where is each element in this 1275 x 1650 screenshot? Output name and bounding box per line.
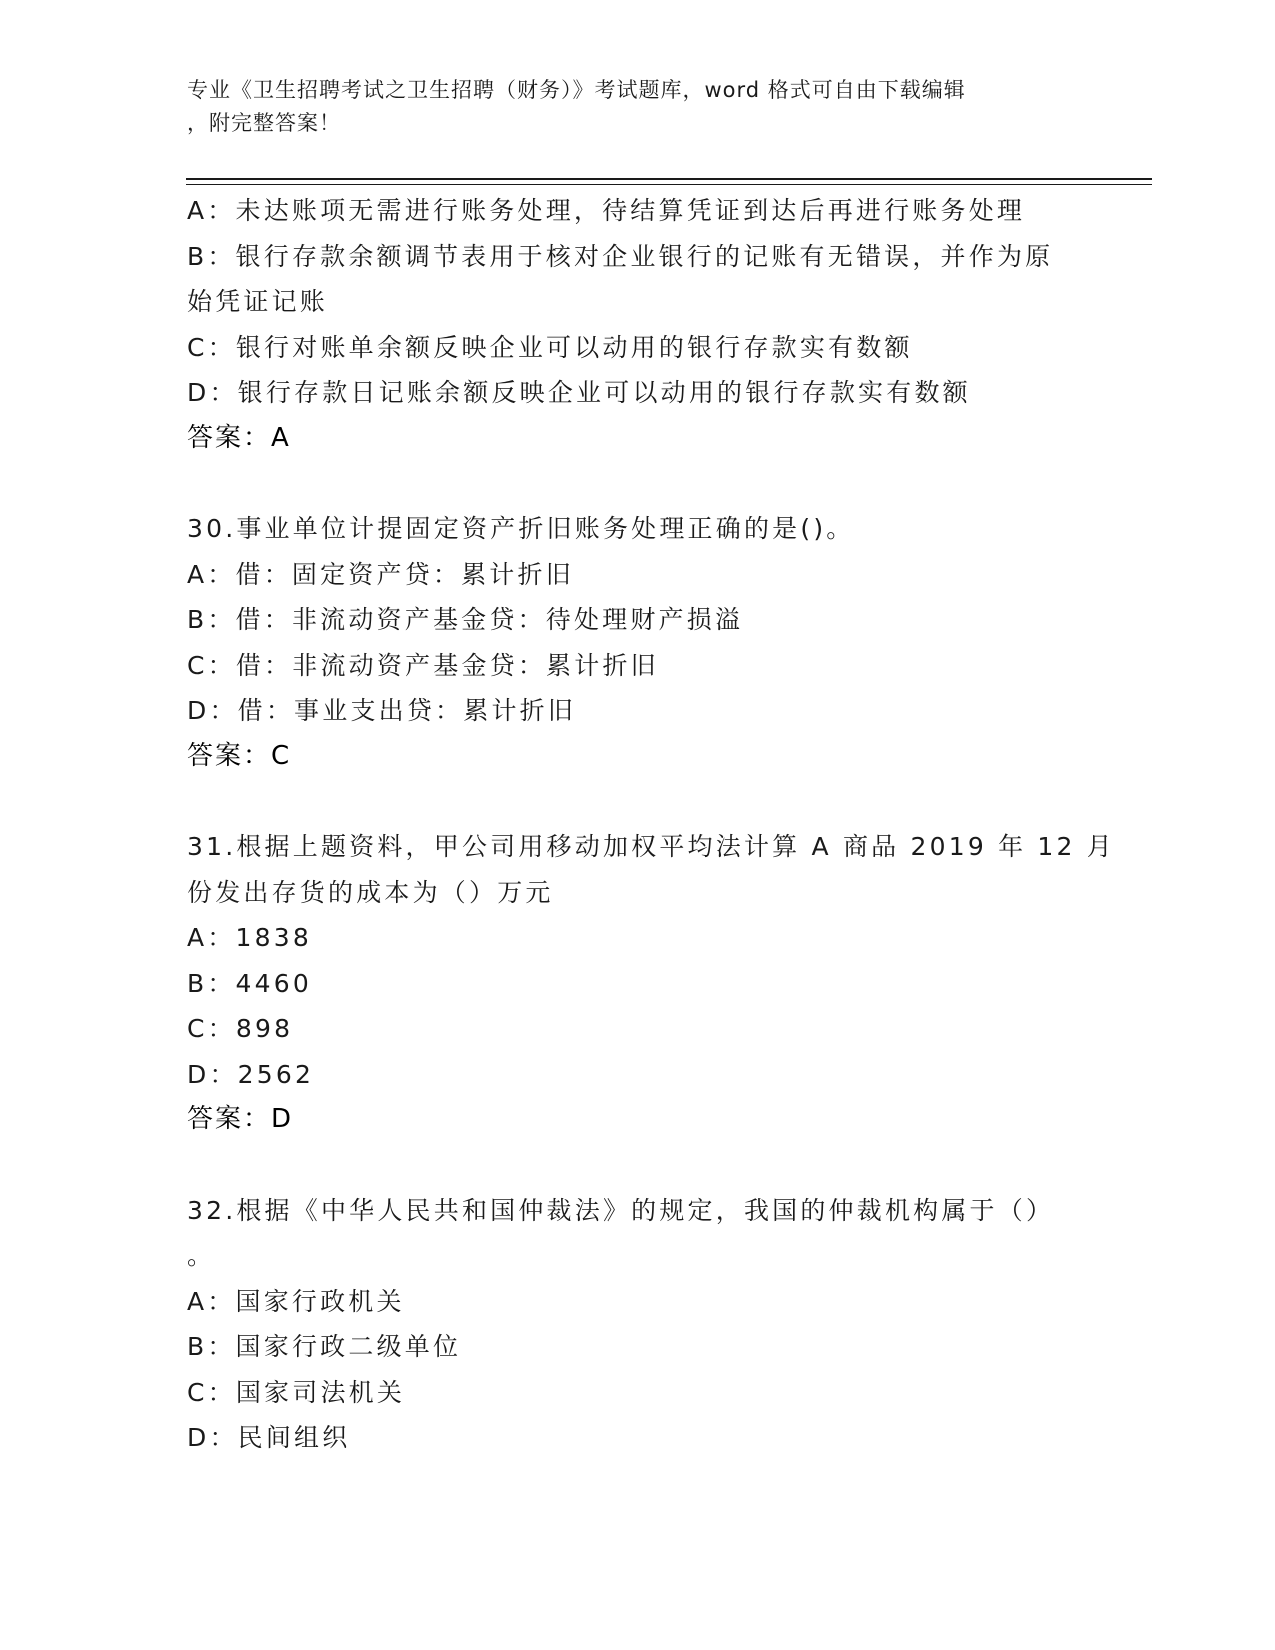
question-stem: 30.事业单位计提固定资产折旧账务处理正确的是()。	[187, 514, 855, 543]
answer: 答案：D	[187, 1104, 294, 1134]
spacer	[187, 461, 1087, 506]
question-31	[187, 824, 1115, 1143]
option-d: D：借：事业支出贷：累计折旧	[187, 696, 577, 725]
answer: 答案：A	[187, 422, 291, 453]
document-header	[187, 74, 1067, 140]
option-b: B：借：非流动资产基金贷：待处理财产损溢	[187, 605, 744, 634]
option-d: D：民间组织	[187, 1423, 351, 1452]
header-divider	[186, 178, 1152, 185]
document-body	[187, 188, 1115, 1461]
question-stem-line-1: 31.根据上题资料，甲公司用移动加权平均法计算 A 商品 2019 年 12 月	[187, 832, 1115, 861]
option-d: D：银行存款日记账余额反映企业可以动用的银行存款实有数额	[187, 378, 971, 407]
option-b: B：4460	[187, 968, 312, 998]
header-title-line-2: ，附完整答案！	[187, 111, 341, 135]
question-29	[187, 188, 1087, 461]
option-b: B：国家行政二级单位	[187, 1332, 462, 1361]
option-a: A：借：固定资产贷：累计折旧	[187, 559, 574, 589]
spacer	[187, 1143, 1087, 1188]
option-d: D：2562	[187, 1059, 315, 1089]
option-a: A：未达账项无需进行账务处理，待结算凭证到达后再进行账务处理	[187, 196, 1026, 225]
question-30	[187, 506, 1087, 779]
question-stem-line-2: 份发出存货的成本为（）万元	[187, 877, 554, 907]
option-b-line-2: 始凭证记账	[187, 287, 329, 316]
spacer	[187, 779, 1087, 824]
option-c: C：国家司法机关	[187, 1377, 406, 1407]
option-c: C：借：非流动资产基金贷：累计折旧	[187, 650, 659, 680]
option-c: C：898	[187, 1014, 294, 1043]
option-a: A：国家行政机关	[187, 1286, 405, 1316]
option-a: A：1838	[187, 923, 312, 952]
header-title-line-1: 专业《卫生招聘考试之卫生招聘（财务）》考试题库，word 格式可自由下载编辑	[187, 78, 966, 102]
question-32	[187, 1188, 1087, 1461]
question-stem-line-2: 。	[187, 1241, 216, 1270]
option-b-line-1: B：银行存款余额调节表用于核对企业银行的记账有无错误，并作为原	[187, 241, 1054, 271]
answer: 答案：C	[187, 740, 292, 771]
question-stem-line-1: 32.根据《中华人民共和国仲裁法》的规定，我国的仲裁机构属于（）	[187, 1195, 1055, 1225]
option-c: C：银行对账单余额反映企业可以动用的银行存款实有数额	[187, 332, 913, 362]
